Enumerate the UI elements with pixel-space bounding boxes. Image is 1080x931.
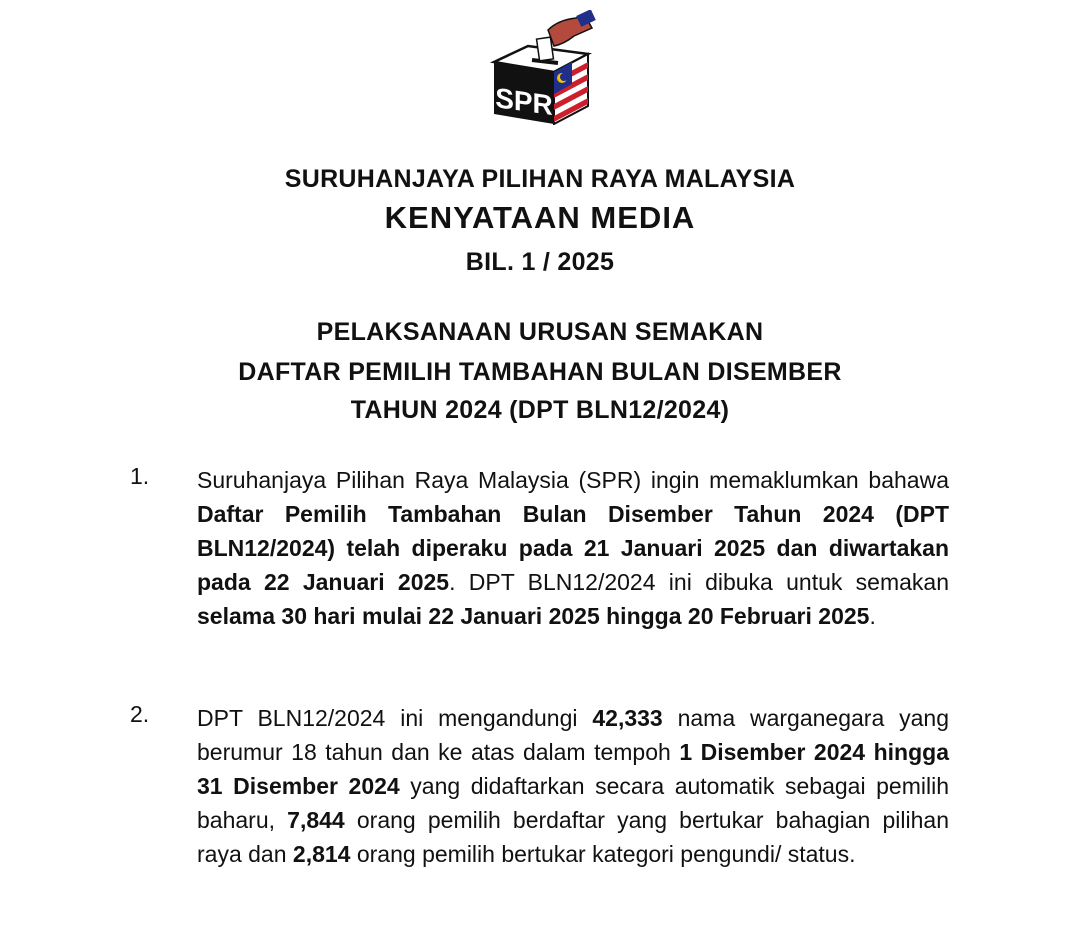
paragraph-text: DPT BLN12/2024 ini mengandungi xyxy=(197,705,593,731)
title-line-1: PELAKSANAAN URUSAN SEMAKAN xyxy=(316,318,764,346)
paragraph-emphasis: 2,814 xyxy=(292,841,351,867)
paragraph-text: nama warganegara yang berumur 18 tahun dan ke atas dalam tempoh xyxy=(197,705,949,765)
paragraph-text: yang didaftarkan secara automatik sebagai pemilih baharu, xyxy=(197,773,949,833)
paragraph-emphasis: Daftar Pemilih Tambahan Bulan Disember Tahun 2024 (DPT BLN12/2024) telah diperaku pada 21 Januari 2025 dan diwartakan pada 22 Januari 2025 xyxy=(197,501,949,595)
document-type: KENYATAAN MEDIA xyxy=(384,200,696,235)
paragraph-text: . xyxy=(869,603,876,629)
paragraph-emphasis: 7,844 xyxy=(287,807,345,833)
paragraph-emphasis: selama 30 hari mulai 22 Januari 2025 hingga 20 Februari 2025 xyxy=(197,603,870,629)
paragraph-2 xyxy=(197,701,949,871)
paragraph-text: orang pemilih berdaftar yang bertukar bahagian pilihan raya dan xyxy=(197,807,949,867)
spr-logo xyxy=(488,10,598,125)
paragraph-text: Suruhanjaya Pilihan Raya Malaysia (SPR) ingin memaklumkan bahawa xyxy=(197,467,949,493)
logo-text: SPR xyxy=(495,82,553,122)
paragraph-1 xyxy=(197,463,949,633)
organization-name: SURUHANJAYA PILIHAN RAYA MALAYSIA xyxy=(284,165,796,193)
paragraph-number: 2. xyxy=(130,701,150,727)
paragraph-text: orang pemilih bertukar kategori pengundi/ status. xyxy=(350,841,856,867)
statement-number: BIL. 1 / 2025 xyxy=(465,248,615,276)
paragraph-text: . DPT BLN12/2024 ini dibuka untuk semakan xyxy=(449,569,950,595)
paragraph-number: 1. xyxy=(130,463,150,489)
paragraph-emphasis: 42,333 xyxy=(592,705,663,731)
paragraph-emphasis: 1 Disember 2024 hingga 31 Disember 2024 xyxy=(197,739,949,799)
title-line-2: DAFTAR PEMILIH TAMBAHAN BULAN DISEMBER xyxy=(238,358,842,386)
title-line-3: TAHUN 2024 (DPT BLN12/2024) xyxy=(350,396,730,424)
